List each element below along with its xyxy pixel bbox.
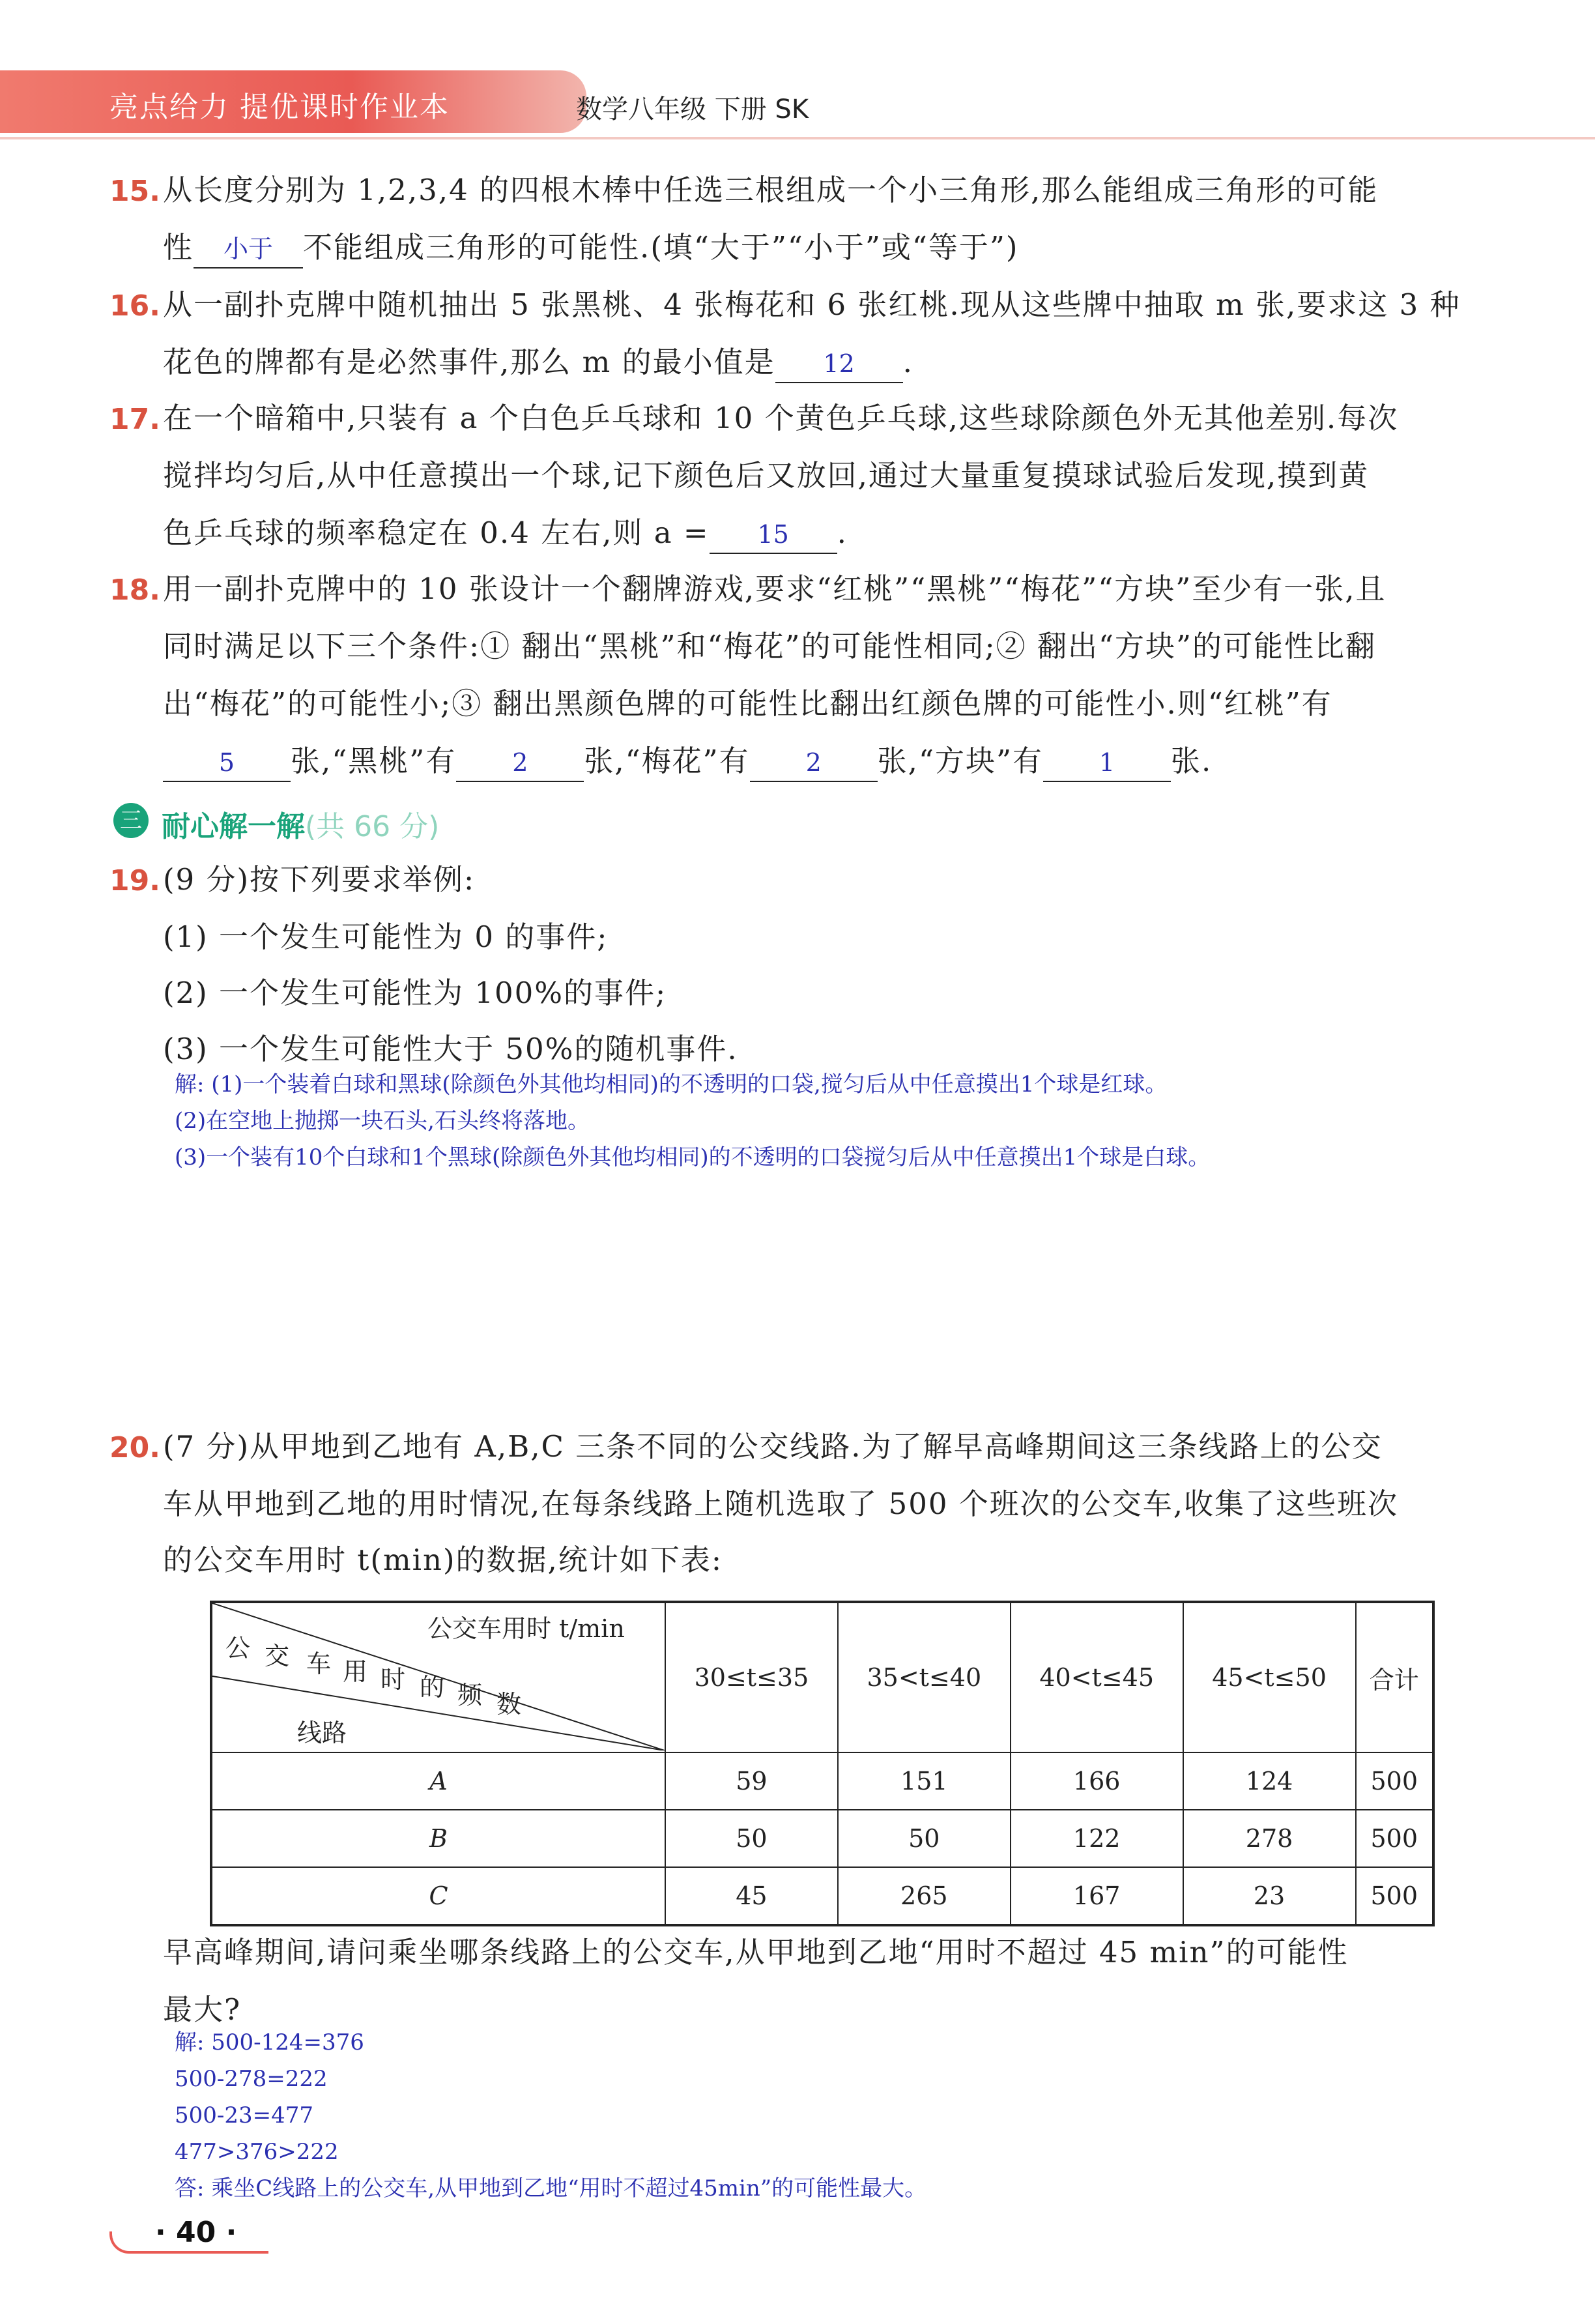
- table-cell: 45: [665, 1867, 838, 1925]
- q19-item2: (2) 一个发生可能性为 100%的事件;: [163, 976, 667, 1010]
- diag-char-1: 公: [225, 1634, 251, 1663]
- table-row: [211, 1752, 1433, 1810]
- q18-number: 18.: [109, 574, 160, 607]
- col-header: 45<t≤50: [1183, 1602, 1356, 1752]
- q20-solution4: 477>376>222: [175, 2139, 339, 2165]
- table-cell: 500: [1356, 1810, 1434, 1867]
- q18-meihua-blank[interactable]: 2: [750, 744, 878, 782]
- section-title-text: 耐心解一解: [162, 810, 305, 843]
- q19-answer3: (3)一个装有10个白球和1个黑球(除颜色外其他均相同)的不透明的口袋搅匀后从中任意摸出1个球是白球。: [175, 1144, 1211, 1170]
- table-cell: 23: [1183, 1867, 1356, 1925]
- bus-time-table: [210, 1601, 1435, 1926]
- section-score: (共 66 分): [305, 810, 440, 843]
- q17-number: 17.: [109, 403, 160, 436]
- q18-text3: 张,“方块”有: [877, 744, 1043, 778]
- q18-heitao-blank[interactable]: 2: [456, 744, 584, 782]
- row-label: B: [211, 1810, 665, 1867]
- table-cell: 50: [838, 1810, 1011, 1867]
- q18-text1: 张,“黑桃”有: [291, 744, 457, 778]
- q17-pre: 色乒乓球的频率稳定在 0.4 左右,则 a =: [163, 516, 710, 550]
- q20-line2: 车从甲地到乙地的用时情况,在每条线路上随机选取了 500 个班次的公交车,收集了这些班次: [163, 1487, 1399, 1521]
- page-number: · 40 ·: [155, 2216, 237, 2249]
- q19-stem: (9 分)按下列要求举例:: [163, 862, 476, 897]
- diag-char-5: 时: [381, 1665, 406, 1694]
- q20-line3: 的公交车用时 t(min)的数据,统计如下表:: [163, 1543, 723, 1577]
- table-cell: 59: [665, 1752, 838, 1810]
- q20-solution1: 解: 500-124=376: [175, 2029, 364, 2055]
- col-header: 合计: [1356, 1602, 1434, 1752]
- q17-line2: 搅拌均匀后,从中任意摸出一个球,记下颜色后又放回,通过大量重复摸球试验后发现,摸到黄: [163, 458, 1370, 493]
- q16-pre: 花色的牌都有是必然事件,那么 m 的最小值是: [163, 345, 775, 379]
- diag-header-time: 公交车用时 t/min: [427, 1614, 625, 1643]
- table-cell: 278: [1183, 1810, 1356, 1867]
- q16-line1: 从一副扑克牌中随机抽出 5 张黑桃、4 张梅花和 6 张红桃.现从这些牌中抽取 m 张,要求这 3 种: [163, 287, 1461, 322]
- book-subject: 数学八年级 下册 SK: [576, 94, 809, 124]
- q18-hongtao-blank[interactable]: 5: [163, 744, 291, 782]
- table-cell: 124: [1183, 1752, 1356, 1810]
- diag-char-2: 交: [265, 1642, 290, 1670]
- q17-post: .: [837, 516, 848, 550]
- q19-item3: (3) 一个发生可能性大于 50%的随机事件.: [163, 1032, 738, 1066]
- q16-number: 16.: [109, 289, 160, 323]
- table-cell: 500: [1356, 1867, 1434, 1925]
- table-cell: 122: [1011, 1810, 1183, 1867]
- table-cell: 265: [838, 1867, 1011, 1925]
- q15-line2: [163, 229, 1018, 269]
- table-row: [211, 1867, 1433, 1925]
- table-cell: 500: [1356, 1752, 1434, 1810]
- diag-char-3: 车: [306, 1649, 332, 1678]
- q19-answer1: 解: (1)一个装着白球和黑球(除颜色外其他均相同)的不透明的口袋,搅匀后从中任意摸出1个球是红球。: [175, 1071, 1168, 1097]
- q20-conclusion: 答: 乘坐C线路上的公交车,从甲地到乙地“用时不超过45min”的可能性最大。: [175, 2175, 927, 2201]
- q15-line1: 从长度分别为 1,2,3,4 的四根木棒中任选三根组成一个小三角形,那么能组成三角形的可能: [163, 173, 1379, 207]
- q18-line3: 出“梅花”的可能性小;③ 翻出黑颜色牌的可能性比翻出红颜色牌的可能性小.则“红桃”有: [163, 686, 1332, 721]
- diag-char-8: 数: [496, 1690, 522, 1719]
- q16-line2: [163, 344, 913, 383]
- diag-char-6: 的: [420, 1673, 445, 1702]
- book-brand: 亮点给力 提优课时作业本: [109, 91, 450, 124]
- q19-number: 19.: [109, 864, 160, 897]
- diag-char-4: 用: [343, 1657, 368, 1686]
- q15-pre: 性: [163, 230, 194, 265]
- q17-line1: 在一个暗箱中,只装有 a 个白色乒乓球和 10 个黄色乒乓球,这些球除颜色外无其他差别.每次: [163, 401, 1399, 435]
- q20-solution3: 500-23=477: [175, 2102, 314, 2128]
- q20-number: 20.: [109, 1431, 160, 1464]
- q18-text4: 张.: [1170, 744, 1213, 778]
- q17-line3: [163, 515, 848, 554]
- header-divider: [0, 137, 1595, 139]
- q19-item1: (1) 一个发生可能性为 0 的事件;: [163, 920, 609, 954]
- q17-answer-blank[interactable]: 15: [710, 516, 837, 554]
- row-label: C: [211, 1867, 665, 1925]
- q18-line2: 同时满足以下三个条件:① 翻出“黑桃”和“梅花”的可能性相同;② 翻出“方块”的可能性比翻: [163, 629, 1376, 663]
- q19-answer2: (2)在空地上抛掷一块石头,石头终将落地。: [175, 1108, 590, 1134]
- q15-post: 不能组成三角形的可能性.(填“大于”“小于”或“等于”): [303, 230, 1019, 265]
- row-label: A: [211, 1752, 665, 1810]
- q18-fangkuai-blank[interactable]: 1: [1043, 744, 1171, 782]
- table-header-row: [211, 1602, 1433, 1752]
- col-header: 40<t≤45: [1011, 1602, 1183, 1752]
- q16-post: .: [902, 345, 913, 379]
- q20-question-line1: 早高峰期间,请问乘坐哪条线路上的公交车,从甲地到乙地“用时不超过 45 min”的可能性: [163, 1935, 1349, 1969]
- col-header: 30≤t≤35: [665, 1602, 838, 1752]
- q18-line4: [163, 743, 1212, 782]
- q20-solution2: 500-278=222: [175, 2066, 328, 2092]
- q16-answer-blank[interactable]: 12: [775, 345, 903, 383]
- q20-line1: (7 分)从甲地到乙地有 A,B,C 三条不同的公交线路.为了解早高峰期间这三条线路上的公交: [163, 1429, 1383, 1464]
- table-cell: 166: [1011, 1752, 1183, 1810]
- diag-header-route: 线路: [297, 1719, 347, 1747]
- col-header: 35<t≤40: [838, 1602, 1011, 1752]
- table-cell: 151: [838, 1752, 1011, 1810]
- q20-question-line2: 最大?: [163, 1992, 242, 2027]
- diagonal-header-cell: [211, 1602, 665, 1752]
- q18-text2: 张,“梅花”有: [584, 744, 750, 778]
- q15-answer-blank[interactable]: 小于: [194, 231, 303, 269]
- section-three-mark: 三: [113, 803, 149, 838]
- diag-char-7: 频: [457, 1681, 483, 1709]
- q18-line1: 用一副扑克牌中的 10 张设计一个翻牌游戏,要求“红桃”“黑桃”“梅花”“方块”至少有一张,且: [163, 572, 1387, 606]
- table-cell: 167: [1011, 1867, 1183, 1925]
- section-three-title: [162, 803, 439, 845]
- table-cell: 50: [665, 1810, 838, 1867]
- q15-number: 15.: [109, 175, 160, 208]
- table-row: [211, 1810, 1433, 1867]
